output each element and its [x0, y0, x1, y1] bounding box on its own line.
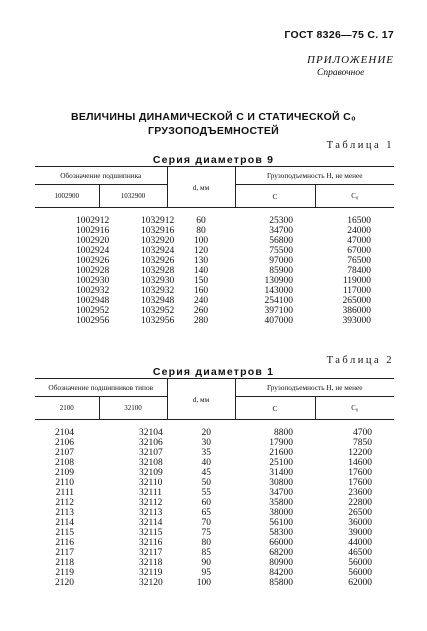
- table-cell: 20: [201, 428, 211, 438]
- table1-col-a-header: 1002900: [35, 185, 99, 208]
- table-cell: 34700: [269, 226, 293, 236]
- table-cell: 70: [201, 518, 211, 528]
- table-cell: 95: [201, 568, 211, 578]
- table-cell: 1002920: [76, 236, 110, 246]
- table-cell: 35800: [269, 498, 293, 508]
- table-cell: 8800: [274, 428, 293, 438]
- table-cell: 30800: [269, 478, 293, 488]
- table-cell: 23600: [348, 488, 372, 498]
- table-cell: 32106: [139, 438, 163, 448]
- table-cell: 67000: [347, 246, 371, 256]
- table-cell: 32107: [139, 448, 163, 458]
- table-cell: 100: [196, 578, 211, 588]
- table-cell: 24000: [347, 226, 371, 236]
- table-cell: 407000: [264, 316, 293, 326]
- table-cell: 240: [193, 296, 209, 306]
- table-cell: 26500: [348, 508, 372, 518]
- table-cell: 1032926: [141, 256, 175, 266]
- table-cell: 80: [196, 226, 206, 236]
- table-cell: 90: [201, 558, 211, 568]
- table-cell: 1002916: [76, 226, 110, 236]
- table1: [35, 166, 394, 326]
- table-cell: 7850: [353, 438, 372, 448]
- table-cell: 1002948: [76, 296, 110, 306]
- table-cell: 2104: [55, 428, 74, 438]
- table2-col-c-header: C: [235, 397, 315, 420]
- table-cell: 2119: [55, 568, 74, 578]
- table-cell: 58300: [269, 528, 293, 538]
- table-cell: 32116: [139, 538, 163, 548]
- table-cell: 44000: [348, 538, 372, 548]
- table-cell: 1032932: [141, 286, 175, 296]
- table-row: [35, 226, 394, 236]
- table-cell: 56000: [348, 558, 372, 568]
- table-cell: 160: [193, 286, 209, 296]
- table-cell: 1032952: [141, 306, 175, 316]
- table-cell: 80: [201, 538, 211, 548]
- table-cell: 2113: [55, 508, 74, 518]
- table-cell: 34700: [269, 488, 293, 498]
- table-cell: 85800: [269, 578, 293, 588]
- table-cell: 2115: [55, 528, 74, 538]
- table-cell: 32110: [139, 478, 163, 488]
- table-cell: 1032920: [141, 236, 175, 246]
- table-row: [35, 316, 394, 326]
- table-cell: 2111: [55, 488, 74, 498]
- table-cell: 84200: [269, 568, 293, 578]
- table-row: [35, 568, 394, 578]
- table-cell: 12200: [348, 448, 372, 458]
- table-cell: 17900: [269, 438, 293, 448]
- table-row: [35, 306, 394, 316]
- table-cell: 1032928: [141, 266, 175, 276]
- table1-load-group-header: Грузоподъемность H, не менее: [235, 167, 394, 185]
- table-cell: 62000: [348, 578, 372, 588]
- table-row: [35, 286, 394, 296]
- table-row: [35, 578, 394, 588]
- table-cell: 386000: [342, 306, 371, 316]
- table1-col-c-header: C: [235, 185, 315, 208]
- table-row: [35, 558, 394, 568]
- table-cell: 100: [193, 236, 209, 246]
- table-cell: 85900: [269, 266, 293, 276]
- table-cell: 2117: [55, 548, 74, 558]
- table-row: [35, 276, 394, 286]
- table-cell: 55: [201, 488, 211, 498]
- table1-col-c0-header: C₀: [351, 192, 359, 200]
- table-cell: 56800: [269, 236, 293, 246]
- table-cell: 120: [193, 246, 209, 256]
- table-row: [35, 246, 394, 256]
- table-row: [35, 478, 394, 488]
- table-cell: 32112: [139, 498, 163, 508]
- table1-label: Таблица 1: [326, 140, 394, 151]
- table-row: [35, 438, 394, 448]
- table-cell: 1032912: [141, 216, 175, 226]
- table-cell: 56000: [348, 568, 372, 578]
- table-cell: 60: [196, 216, 206, 226]
- table-cell: 22800: [348, 498, 372, 508]
- table-cell: 2120: [55, 578, 74, 588]
- table-cell: 85: [201, 548, 211, 558]
- table-cell: 2118: [55, 558, 74, 568]
- table2-label: Таблица 2: [326, 355, 394, 366]
- table-row: [35, 296, 394, 306]
- table-cell: 1002956: [76, 316, 110, 326]
- table2-series-title: Серия диаметров 1: [152, 366, 275, 378]
- table-cell: 143000: [264, 286, 293, 296]
- table-cell: 1002952: [76, 306, 110, 316]
- table-cell: 16500: [347, 216, 371, 226]
- table-cell: 2107: [55, 448, 74, 458]
- table-row: [35, 458, 394, 468]
- table-cell: 75: [201, 528, 211, 538]
- table-cell: 17600: [348, 468, 372, 478]
- table-row: [35, 216, 394, 226]
- table-cell: 117000: [342, 286, 371, 296]
- table1-col-d-header: d, мм: [167, 167, 235, 207]
- table-cell: 32111: [139, 488, 163, 498]
- table-cell: 21600: [269, 448, 293, 458]
- table-cell: 30: [201, 438, 211, 448]
- table-cell: 2106: [55, 438, 74, 448]
- table-row: [35, 528, 394, 538]
- table-cell: 1002912: [76, 216, 110, 226]
- table-cell: 1002932: [76, 286, 110, 296]
- table-cell: 32114: [139, 518, 163, 528]
- table-cell: 47000: [347, 236, 371, 246]
- table-row: [35, 468, 394, 478]
- table-cell: 254100: [264, 296, 293, 306]
- table1-series-title: Серия диаметров 9: [152, 154, 275, 166]
- table-cell: 2114: [55, 518, 74, 528]
- table-cell: 80900: [269, 558, 293, 568]
- table-row: [35, 448, 394, 458]
- table-cell: 32118: [139, 558, 163, 568]
- table-row: [35, 538, 394, 548]
- table2-col-a-header: 2100: [35, 397, 99, 420]
- table-row: [35, 498, 394, 508]
- table-cell: 32115: [139, 528, 163, 538]
- table-cell: 2112: [55, 498, 74, 508]
- document-title-line2: ГРУЗОПОДЪЕМНОСТЕЙ: [147, 125, 280, 137]
- table-cell: 66000: [269, 538, 293, 548]
- table-cell: 1002928: [76, 266, 110, 276]
- table-cell: 25300: [269, 216, 293, 226]
- table1-col-b-header: 1032900: [99, 185, 167, 208]
- table-cell: 1002930: [76, 276, 110, 286]
- table-cell: 31400: [269, 468, 293, 478]
- table-cell: 75500: [269, 246, 293, 256]
- table2-col-b-header: 32100: [99, 397, 167, 420]
- table-cell: 1032948: [141, 296, 175, 306]
- table-cell: 32109: [139, 468, 163, 478]
- table-cell: 32119: [139, 568, 163, 578]
- table-cell: 1032916: [141, 226, 175, 236]
- table-cell: 25100: [269, 458, 293, 468]
- document-title-line1: ВЕЛИЧИНЫ ДИНАМИЧЕСКОЙ C И СТАТИЧЕСКОЙ C₀: [70, 111, 357, 123]
- table-cell: 32120: [139, 578, 163, 588]
- table-cell: 50: [201, 478, 211, 488]
- table-cell: 78400: [347, 266, 371, 276]
- table-cell: 1032930: [141, 276, 175, 286]
- table-cell: 280: [193, 316, 209, 326]
- table-row: [35, 548, 394, 558]
- table-cell: 32113: [139, 508, 163, 518]
- table-cell: 2108: [55, 458, 74, 468]
- table-cell: 130900: [264, 276, 293, 286]
- page-header: ГОСТ 8326—75 С. 17: [284, 29, 394, 41]
- table-cell: 1032956: [141, 316, 175, 326]
- table-cell: 150: [193, 276, 209, 286]
- table-cell: 140: [193, 266, 209, 276]
- table-cell: 32104: [139, 428, 163, 438]
- table-row: [35, 266, 394, 276]
- table2-col-d-header: d, мм: [167, 379, 235, 419]
- table-cell: 397100: [264, 306, 293, 316]
- table-cell: 119000: [342, 276, 371, 286]
- appendix-label: ПРИЛОЖЕНИЕ: [307, 54, 394, 66]
- table-cell: 14600: [348, 458, 372, 468]
- table-cell: 46500: [348, 548, 372, 558]
- table-cell: 60: [201, 498, 211, 508]
- table-cell: 2109: [55, 468, 74, 478]
- table-cell: 65: [201, 508, 211, 518]
- table-cell: 32117: [139, 548, 163, 558]
- table-cell: 265000: [342, 296, 371, 306]
- table-cell: 36000: [348, 518, 372, 528]
- table1-col-group-header: Обозначение подшипника: [35, 167, 167, 185]
- table-cell: 2116: [55, 538, 74, 548]
- table-cell: 40: [201, 458, 211, 468]
- table-cell: 1032924: [141, 246, 175, 256]
- table-row: [35, 236, 394, 246]
- table-cell: 393000: [342, 316, 371, 326]
- table-cell: 76500: [347, 256, 371, 266]
- table2-load-group-header: Грузоподъемность H, не менее: [235, 379, 394, 397]
- table-row: [35, 518, 394, 528]
- table2-col-group-header: Обозначение подшипников типов: [35, 379, 167, 397]
- table-cell: 56100: [269, 518, 293, 528]
- table2-col-c0-header: C₀: [351, 404, 359, 412]
- table-row: [35, 508, 394, 518]
- table-cell: 32108: [139, 458, 163, 468]
- table-cell: 2110: [55, 478, 74, 488]
- appendix-sublabel: Справочное: [317, 68, 365, 78]
- table-row: [35, 428, 394, 438]
- table-cell: 45: [201, 468, 211, 478]
- table-cell: 17600: [348, 478, 372, 488]
- table-cell: 130: [193, 256, 209, 266]
- table-cell: 260: [193, 306, 209, 316]
- table-cell: 38000: [269, 508, 293, 518]
- table2: [35, 378, 394, 588]
- table-row: [35, 256, 394, 266]
- table-cell: 39000: [348, 528, 372, 538]
- table-row: [35, 488, 394, 498]
- table-cell: 1002924: [76, 246, 110, 256]
- table-cell: 97000: [269, 256, 293, 266]
- table-cell: 4700: [353, 428, 372, 438]
- table-cell: 68200: [269, 548, 293, 558]
- table-cell: 35: [201, 448, 211, 458]
- table-cell: 1002926: [76, 256, 110, 266]
